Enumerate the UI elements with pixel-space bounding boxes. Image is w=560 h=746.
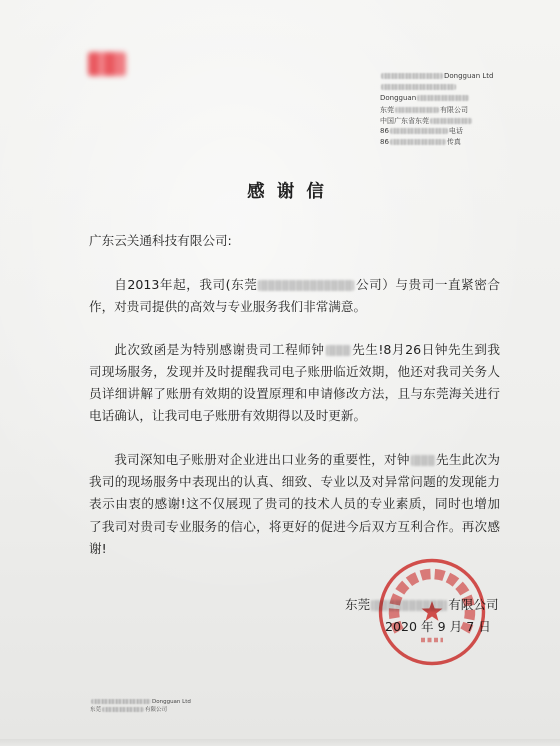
redacted-text xyxy=(91,699,151,704)
signature-date: 2020 年 9 月 7 日 xyxy=(385,619,491,634)
letterhead-cn-name-prefix: 东莞 xyxy=(380,106,394,114)
letterhead-fax-label: 传真 xyxy=(446,138,461,146)
letterhead-line-en-address xyxy=(380,94,470,103)
letterhead-line-redacted xyxy=(380,83,457,92)
company-logo-blurred xyxy=(88,52,126,76)
paragraph-1-line-1-after: 公司）与贵司一直紧密合 xyxy=(355,277,501,292)
letterhead-cn-address-prefix: 中国广东省东莞 xyxy=(380,117,429,125)
paragraph-2-line-1-before: 此次致函是为特别感谢贵司工程师钟 xyxy=(114,342,325,357)
letterhead-line-fax xyxy=(380,138,461,147)
redacted-text xyxy=(258,280,354,291)
footer-cn-name-prefix: 东莞 xyxy=(90,707,102,713)
letterhead-line-en-name xyxy=(380,72,493,81)
letterhead-en-name-suffix: Dongguan Ltd xyxy=(444,72,494,80)
redacted-text xyxy=(390,139,446,145)
paragraph-1-line-2: 作，对贵司提供的高效与专业服务我们非常满意。 xyxy=(89,299,367,314)
letterhead-tel-label: 电话 xyxy=(448,127,463,135)
paragraph-2-line-4: 电话确认，让我司电子账册有效期得以及时更新。 xyxy=(89,408,367,423)
redacted-text xyxy=(430,118,472,124)
letterhead-tel-prefix: 86 xyxy=(380,127,389,135)
footer-line-cn-name xyxy=(90,707,167,714)
redacted-text xyxy=(326,345,351,356)
letterhead-line-cn-address xyxy=(380,117,473,126)
signature-company-prefix: 东莞 xyxy=(345,597,371,612)
letter-title: 感 谢 信 xyxy=(247,182,327,202)
paragraph-2-line-1 xyxy=(89,341,500,359)
letterhead-line-tel xyxy=(380,127,463,136)
paragraph-3-line-1 xyxy=(89,451,500,469)
redacted-text xyxy=(395,107,439,113)
paragraph-2-line-3: 员详细讲解了账册有效期的设置原理和申请修改方法，且与东莞海关进行 xyxy=(89,386,500,401)
paragraph-1-line-1 xyxy=(89,276,500,294)
paragraph-1-line-1-before: 自2013年起，我司(东莞 xyxy=(114,277,258,292)
footer-line-en-name xyxy=(90,699,191,706)
redacted-text xyxy=(381,84,456,90)
letterhead-en-address-prefix: Dongguan xyxy=(380,94,417,102)
company-seal xyxy=(376,556,488,668)
signature-company-suffix: 有限公司 xyxy=(448,597,499,612)
letterhead-fax-prefix: 86 xyxy=(380,138,389,146)
paragraph-3-line-1-before: 我司深知电子账册对企业进出口业务的重要性，对钟 xyxy=(114,452,410,467)
redacted-text xyxy=(102,707,144,712)
footer-cn-name-suffix: 有限公司 xyxy=(145,707,168,713)
redacted-text xyxy=(411,455,435,466)
redacted-text xyxy=(381,73,443,79)
paragraph-3-line-5: 谢! xyxy=(89,541,107,556)
redacted-text xyxy=(390,128,448,134)
salutation: 广东云关通科技有限公司: xyxy=(89,233,232,248)
paragraph-2-line-2: 司现场服务，发现并及时提醒我司电子账册临近效期，他还对我司关务人 xyxy=(89,364,500,379)
redacted-text xyxy=(417,95,469,101)
paragraph-2-line-1-after: 先生!8月26日钟先生到我 xyxy=(351,342,501,357)
footer-en-name-suffix: Dongguan Ltd xyxy=(152,699,191,705)
letterhead-cn-name-suffix: 有限公司 xyxy=(440,106,468,114)
paragraph-3-line-3: 表示由衷的感谢!这不仅展现了贵司的技术人员的专业素质，同时也增加 xyxy=(89,496,500,511)
paper-bottom-edge xyxy=(0,739,560,746)
paragraph-3-line-4: 了我司对贵司专业服务的信心，将更好的促进今后双方互利合作。再次感 xyxy=(89,519,500,534)
letterhead-line-cn-name xyxy=(380,106,468,115)
paragraph-3-line-1-after: 先生此次为 xyxy=(435,452,501,467)
paragraph-3-line-2: 我司的现场服务中表现出的认真、细致、专业以及对异常问题的发现能力 xyxy=(89,474,500,489)
seal-star-icon xyxy=(422,601,443,621)
